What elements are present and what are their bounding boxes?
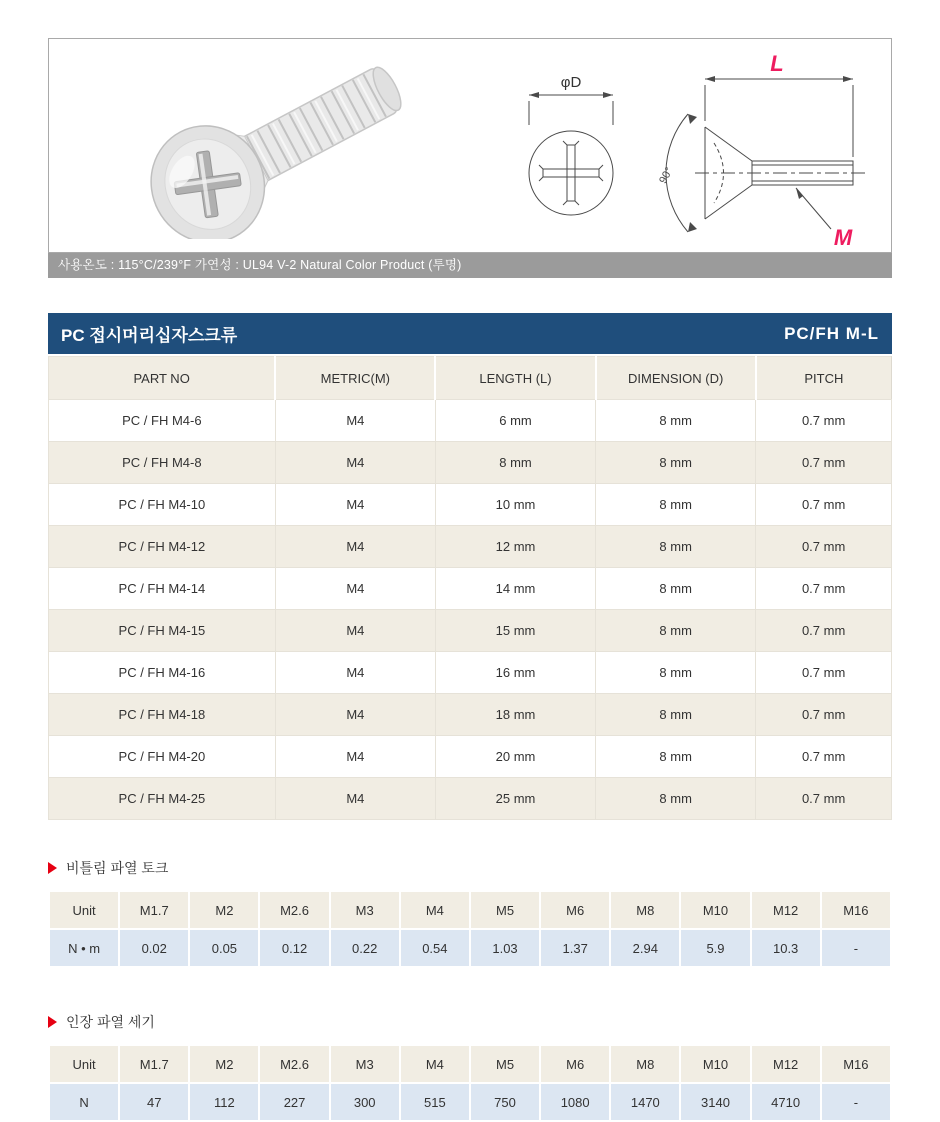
spec-row <box>49 442 892 484</box>
spec-cell: 15 mm <box>435 610 595 652</box>
tensile-section-label: 인장 파열 세기 <box>66 1014 155 1030</box>
torque-col-header: M8 <box>611 892 679 928</box>
spec-table <box>48 356 892 820</box>
tensile-value-cell: 750 <box>471 1084 539 1120</box>
tensile-value-cell: 1470 <box>611 1084 679 1120</box>
spec-cell: 8 mm <box>596 610 756 652</box>
torque-value-cell: 1.03 <box>471 930 539 966</box>
spec-cell: 16 mm <box>435 652 595 694</box>
spec-cell: PC / FH M4-25 <box>49 778 276 820</box>
torque-value-cell: 2.94 <box>611 930 679 966</box>
spec-cell: PC / FH M4-10 <box>49 484 276 526</box>
spec-row <box>49 400 892 442</box>
spec-cell: 0.7 mm <box>756 610 892 652</box>
spec-cell: 0.7 mm <box>756 736 892 778</box>
spec-col-header: PART NO <box>49 357 276 400</box>
torque-value-cell: 0.02 <box>120 930 188 966</box>
torque-col-header: M10 <box>681 892 749 928</box>
spec-cell: 20 mm <box>435 736 595 778</box>
spec-cell: M4 <box>275 568 435 610</box>
metric-label: M <box>833 225 853 250</box>
spec-cell: M4 <box>275 484 435 526</box>
torque-col-header: M2 <box>190 892 258 928</box>
phillips-cross-icon <box>539 141 603 205</box>
spec-row <box>49 610 892 652</box>
spec-cell: 25 mm <box>435 778 595 820</box>
product-caption: 사용온도 : 115°C/239°F 가연성 : UL94 V-2 Natural Color Product (투명) <box>48 253 892 278</box>
torque-value-cell: N • m <box>50 930 118 966</box>
tensile-col-header: M16 <box>822 1046 890 1082</box>
spec-cell: 0.7 mm <box>756 694 892 736</box>
tensile-col-header: M3 <box>331 1046 399 1082</box>
tensile-data-row <box>50 1084 890 1120</box>
angle-label: 90° <box>657 165 676 186</box>
torque-value-cell: 10.3 <box>752 930 820 966</box>
spec-cell: 6 mm <box>435 400 595 442</box>
spec-cell: 10 mm <box>435 484 595 526</box>
spec-cell: 8 mm <box>596 400 756 442</box>
spec-cell: M4 <box>275 526 435 568</box>
spec-cell: PC / FH M4-8 <box>49 442 276 484</box>
spec-cell: 8 mm <box>596 442 756 484</box>
spec-cell: PC / FH M4-18 <box>49 694 276 736</box>
torque-col-header: M5 <box>471 892 539 928</box>
spec-cell: PC / FH M4-20 <box>49 736 276 778</box>
product-image-panel <box>48 38 892 253</box>
table-title: PC 접시머리십자스크류 <box>61 326 238 345</box>
tensile-col-header: M8 <box>611 1046 679 1082</box>
spec-table-body <box>49 400 892 820</box>
diameter-label: φD <box>560 74 582 91</box>
spec-cell: 0.7 mm <box>756 400 892 442</box>
tensile-value-cell: 3140 <box>681 1084 749 1120</box>
spec-cell: M4 <box>275 778 435 820</box>
spec-cell: 18 mm <box>435 694 595 736</box>
spec-cell: 8 mm <box>596 778 756 820</box>
tensile-col-header: M1.7 <box>120 1046 188 1082</box>
tensile-value-cell: 112 <box>190 1084 258 1120</box>
spec-header-row <box>49 357 892 400</box>
spec-row <box>49 652 892 694</box>
torque-value-cell: 0.22 <box>331 930 399 966</box>
tensile-col-header: M5 <box>471 1046 539 1082</box>
spec-cell: 8 mm <box>596 694 756 736</box>
length-label: L <box>770 51 784 76</box>
torque-value-cell: - <box>822 930 890 966</box>
torque-table <box>48 890 892 968</box>
spec-cell: PC / FH M4-6 <box>49 400 276 442</box>
spec-col-header: DIMENSION (D) <box>596 357 756 400</box>
torque-col-header: M1.7 <box>120 892 188 928</box>
tensile-col-header: Unit <box>50 1046 118 1082</box>
spec-col-header: METRIC(M) <box>275 357 435 400</box>
tensile-table <box>48 1044 892 1122</box>
tensile-col-header: M6 <box>541 1046 609 1082</box>
spec-cell: 8 mm <box>596 736 756 778</box>
torque-header-row <box>50 892 890 928</box>
spec-cell: 0.7 mm <box>756 484 892 526</box>
tensile-value-cell: 4710 <box>752 1084 820 1120</box>
spec-cell: 8 mm <box>435 442 595 484</box>
torque-section-title <box>48 858 892 878</box>
spec-row <box>49 484 892 526</box>
table-title-bar <box>48 313 892 354</box>
torque-col-header: M2.6 <box>260 892 328 928</box>
spec-cell: PC / FH M4-16 <box>49 652 276 694</box>
tensile-value-cell: - <box>822 1084 890 1120</box>
spec-cell: M4 <box>275 736 435 778</box>
spec-cell: 0.7 mm <box>756 778 892 820</box>
spec-row <box>49 778 892 820</box>
torque-value-cell: 0.12 <box>260 930 328 966</box>
tech-drawing <box>509 51 889 251</box>
spec-cell: 8 mm <box>596 526 756 568</box>
torque-value-cell: 0.54 <box>401 930 469 966</box>
torque-col-header: M3 <box>331 892 399 928</box>
tensile-col-header: M10 <box>681 1046 749 1082</box>
torque-value-cell: 1.37 <box>541 930 609 966</box>
torque-col-header: M12 <box>752 892 820 928</box>
tensile-value-cell: N <box>50 1084 118 1120</box>
tensile-value-cell: 227 <box>260 1084 328 1120</box>
spec-cell: PC / FH M4-15 <box>49 610 276 652</box>
tensile-section-title <box>48 1012 892 1032</box>
tensile-col-header: M12 <box>752 1046 820 1082</box>
spec-cell: M4 <box>275 694 435 736</box>
spec-cell: PC / FH M4-12 <box>49 526 276 568</box>
product-photo <box>104 54 484 239</box>
spec-cell: PC / FH M4-14 <box>49 568 276 610</box>
torque-col-header: M16 <box>822 892 890 928</box>
tensile-header-row <box>50 1046 890 1082</box>
spec-cell: 0.7 mm <box>756 652 892 694</box>
spec-cell: 8 mm <box>596 484 756 526</box>
torque-col-header: Unit <box>50 892 118 928</box>
spec-cell: 12 mm <box>435 526 595 568</box>
tensile-value-cell: 300 <box>331 1084 399 1120</box>
spec-row <box>49 568 892 610</box>
torque-value-cell: 0.05 <box>190 930 258 966</box>
spec-row <box>49 736 892 778</box>
torque-value-cell: 5.9 <box>681 930 749 966</box>
section-bullet-icon <box>48 862 57 874</box>
spec-cell: 0.7 mm <box>756 442 892 484</box>
section-bullet-icon <box>48 1016 57 1028</box>
spec-cell: 14 mm <box>435 568 595 610</box>
spec-col-header: PITCH <box>756 357 892 400</box>
tensile-value-cell: 1080 <box>541 1084 609 1120</box>
torque-section-label: 비틀림 파열 토크 <box>66 860 169 876</box>
spec-cell: 0.7 mm <box>756 568 892 610</box>
spec-cell: M4 <box>275 442 435 484</box>
spec-cell: 8 mm <box>596 568 756 610</box>
spec-cell: M4 <box>275 610 435 652</box>
torque-col-header: M4 <box>401 892 469 928</box>
spec-col-header: LENGTH (L) <box>435 357 595 400</box>
spec-row <box>49 694 892 736</box>
tensile-col-header: M4 <box>401 1046 469 1082</box>
spec-row <box>49 526 892 568</box>
tensile-value-cell: 47 <box>120 1084 188 1120</box>
page <box>48 0 892 1122</box>
spec-cell: M4 <box>275 400 435 442</box>
spec-cell: 8 mm <box>596 652 756 694</box>
torque-data-row <box>50 930 890 966</box>
tensile-value-cell: 515 <box>401 1084 469 1120</box>
torque-col-header: M6 <box>541 892 609 928</box>
spec-cell: 0.7 mm <box>756 526 892 568</box>
tensile-col-header: M2.6 <box>260 1046 328 1082</box>
table-code: PC/FH M-L <box>784 323 879 343</box>
spec-cell: M4 <box>275 652 435 694</box>
tensile-col-header: M2 <box>190 1046 258 1082</box>
